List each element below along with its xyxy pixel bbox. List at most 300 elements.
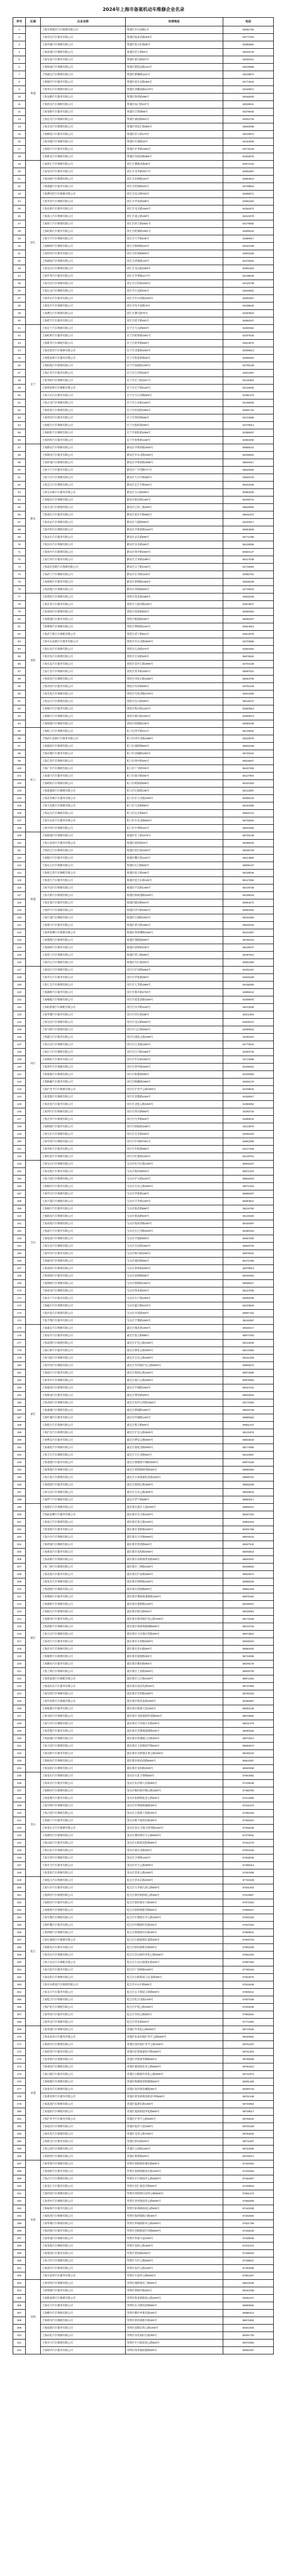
cell-company-name: 上海宜川汽车修理有限公司: [41, 698, 126, 705]
cell-company-name: 上海城市汽车服务有限公司: [41, 79, 126, 86]
table-row: [13, 1855, 274, 1862]
cell-phone: 64855216: [223, 228, 274, 235]
table-row: [13, 1444, 274, 1452]
cell-seq: 271: [13, 2041, 26, 2049]
cell-phone: 65436018: [223, 892, 274, 899]
table-row: [13, 1922, 274, 1929]
table-row: [13, 2146, 274, 2153]
table-row: [13, 2280, 274, 2287]
cell-phone: 59528643: [223, 1489, 274, 1496]
cell-phone: 52825106: [223, 593, 274, 601]
table-row: [13, 571, 274, 579]
table-row: [13, 668, 274, 676]
table-row: [13, 138, 274, 146]
cell-address: 黄浦区西藏南路1276号: [126, 86, 223, 94]
cell-address: 奉贤区柘林镇南胡公路600号: [126, 2205, 223, 2213]
cell-seq: 245: [13, 1847, 26, 1855]
table-row: [13, 1384, 274, 1392]
table-row: [13, 907, 274, 914]
table-row: [13, 1235, 274, 1243]
cell-address: 浦东新区祝桥镇航城路800号: [126, 1623, 223, 1631]
cell-address: 徐汇区宜山路700号: [126, 191, 223, 198]
cell-seq: 17: [13, 146, 26, 153]
cell-phone: 52846073: [223, 713, 274, 720]
cell-seq: 214: [13, 1616, 26, 1623]
cell-seq: 20: [13, 168, 26, 176]
cell-company-name: 上海大连路汽车维修有限公司: [41, 802, 126, 810]
cell-phone: 50628319: [223, 1638, 274, 1646]
cell-company-name: 上海安亭汽车服务有限公司: [41, 1332, 126, 1340]
table-row: [13, 862, 274, 870]
cell-seq: 209: [13, 1578, 26, 1586]
cell-seq: 147: [13, 1116, 26, 1123]
cell-seq: 273: [13, 2056, 26, 2063]
cell-phone: 63775128: [223, 146, 274, 153]
cell-phone: 64871032: [223, 161, 274, 168]
cell-address: 闵行区浦星公路1969号: [126, 1034, 223, 1041]
cell-seq: 198: [13, 1496, 26, 1504]
cell-seq: 37: [13, 295, 26, 302]
cell-company-name: 上海柘林汽车服务有限公司: [41, 2205, 126, 2213]
cell-phone: 69989254: [223, 1414, 274, 1422]
table-row: [13, 1556, 274, 1564]
cell-phone: 64360852: [223, 1101, 274, 1108]
table-row: [13, 198, 274, 205]
cell-seq: 291: [13, 2190, 26, 2198]
table-row: [13, 728, 274, 735]
cell-phone: 57928045: [223, 1855, 274, 1862]
cell-phone: 62716094: [223, 564, 274, 571]
cell-seq: 63: [13, 489, 26, 496]
table-row: [13, 123, 274, 131]
table-row: [13, 288, 274, 295]
cell-company-name: 上海海湾汽车维修有限公司: [41, 2213, 126, 2220]
table-row: [13, 347, 274, 355]
table-row: [13, 541, 274, 549]
cell-seq: 290: [13, 2183, 26, 2190]
cell-company-name: 上海车站北汽车服务有限公司: [41, 817, 126, 825]
cell-seq: 61: [13, 474, 26, 482]
cell-phone: 34712598: [223, 1056, 274, 1064]
cell-phone: 64081629: [223, 1131, 274, 1138]
cell-seq: 270: [13, 2034, 26, 2041]
cell-address: 金山区朱泾镇人民路800号: [126, 1780, 223, 1787]
cell-seq: 97: [13, 743, 26, 750]
table-row: [13, 2228, 274, 2235]
cell-district: 长宁: [26, 325, 41, 444]
cell-phone: 65407392: [223, 765, 274, 773]
cell-phone: 64709823: [223, 183, 274, 191]
cell-seq: 156: [13, 1183, 26, 1190]
cell-seq: 240: [13, 1810, 26, 1817]
cell-company-name: 上海横沙汽车维修有限公司: [41, 2310, 126, 2317]
cell-address: 虹口区中州路102号: [126, 825, 223, 832]
cell-seq: 74: [13, 571, 26, 579]
cell-company-name: 上海闵行汽车维修有限公司: [41, 967, 126, 974]
cell-seq: 206: [13, 1556, 26, 1564]
cell-company-name: 上海宏达汽车维修有限公司: [41, 116, 126, 123]
cell-phone: 50801943: [223, 1519, 274, 1526]
header-address: 经营地址: [126, 18, 223, 26]
cell-seq: 102: [13, 780, 26, 787]
cell-seq: 128: [13, 974, 26, 981]
cell-address: 浦东新区东靖路2000号: [126, 1638, 223, 1646]
cell-phone: 59973580: [223, 1370, 274, 1377]
cell-seq: 93: [13, 713, 26, 720]
table-row: [13, 1511, 274, 1519]
cell-company-name: 上海南翔汽车修理有限公司: [41, 1340, 126, 1347]
cell-address: 虹口区车站北路600号: [126, 817, 223, 825]
cell-phone: 57462938: [223, 2265, 274, 2272]
cell-address: 徐汇区桂林路402号: [126, 183, 223, 191]
cell-company-name: 上海百色汽车维修有限公司: [41, 280, 126, 288]
cell-address: 闵行区银都路388号: [126, 1071, 223, 1078]
cell-company-name: 上海虹梅汽车服务有限公司: [41, 228, 126, 235]
table-row: [13, 1578, 274, 1586]
cell-seq: 242: [13, 1825, 26, 1832]
cell-company-name: 上海青村汽车修配有限公司: [41, 2198, 126, 2205]
cell-district: 宝山: [26, 1161, 41, 1325]
cell-address: 崇明区庙镇宏海公路1000号: [126, 2325, 223, 2332]
cell-seq: 200: [13, 1511, 26, 1519]
cell-seq: 165: [13, 1250, 26, 1258]
cell-phone: 65424386: [223, 802, 274, 810]
cell-phone: 58737903: [223, 1683, 274, 1690]
cell-address: 浦东新区万祥镇万宏路200号: [126, 1720, 223, 1728]
table-row: [13, 2265, 274, 2272]
cell-address: 金山区卫零路1200号: [126, 1855, 223, 1862]
cell-phone: 58104726: [223, 1623, 274, 1631]
cell-address: 杨浦区内江路200号: [126, 959, 223, 967]
cell-seq: 108: [13, 825, 26, 832]
table-row: [13, 937, 274, 944]
cell-company-name: 上海奉贤汽车维修有限公司: [41, 2160, 126, 2168]
cell-seq: 142: [13, 1078, 26, 1086]
cell-phone: 59790658: [223, 2056, 274, 2063]
cell-phone: 62116845: [223, 385, 274, 392]
table-row: [13, 86, 274, 94]
cell-phone: 56840127: [223, 549, 274, 556]
cell-seq: 164: [13, 1243, 26, 1250]
cell-address: 普陀区武宁路501号: [126, 631, 223, 638]
table-row: [13, 1198, 274, 1205]
cell-company-name: 上海南浦汽车修配有限公司: [41, 49, 126, 56]
cell-company-name: 上海丰庄汽车修配有限公司: [41, 1452, 126, 1459]
cell-address: 宝山区长江西路2000号: [126, 1228, 223, 1235]
cell-phone: 54408261: [223, 1064, 274, 1071]
cell-company-name: 上海水产汽车服务有限公司: [41, 1295, 126, 1302]
table-row: [13, 1273, 274, 1280]
cell-company-name: 上海金山卫汽车维修有限公司: [41, 1825, 126, 1832]
cell-address: 浦东新区龙阳路2000号: [126, 1765, 223, 1772]
cell-address: 浦东新区杨高南路5000号: [126, 1758, 223, 1765]
cell-company-name: 上海淞虹汽车修配有限公司: [41, 429, 126, 437]
table-row: [13, 1772, 274, 1780]
cell-seq: 246: [13, 1855, 26, 1862]
cell-address: 静安区共和新路3088号: [126, 459, 223, 467]
cell-phone: 63281752: [223, 26, 274, 34]
cell-seq: 268: [13, 2019, 26, 2026]
table-row: [13, 1996, 274, 2004]
table-row: [13, 2183, 274, 2190]
table-row: [13, 1959, 274, 1966]
cell-seq: 144: [13, 1093, 26, 1101]
table-row: [13, 489, 274, 496]
cell-company-name: 上海潍坊汽车服务有限公司: [41, 1661, 126, 1668]
cell-seq: 149: [13, 1131, 26, 1138]
cell-phone: 63350681: [223, 41, 274, 49]
cell-district: 虹口: [26, 728, 41, 832]
cell-address: 虹口区大连路950号: [126, 802, 223, 810]
cell-phone: 56150462: [223, 1273, 274, 1280]
table-row: [13, 228, 274, 235]
cell-phone: 64198350: [223, 981, 274, 989]
cell-phone: 62219761: [223, 1153, 274, 1161]
cell-address: 松江区新浜镇新乐路500号: [126, 1944, 223, 1952]
cell-phone: 34293716: [223, 1108, 274, 1116]
cell-seq: 235: [13, 1772, 26, 1780]
table-row: [13, 1399, 274, 1407]
table-row: [13, 2078, 274, 2086]
table-row: [13, 49, 274, 56]
cell-address: 崇明区堡镇中路300号: [126, 2287, 223, 2295]
table-row: [13, 414, 274, 422]
table-row: [13, 2116, 274, 2123]
cell-company-name: 上海沪青平汽车维修有限公司: [41, 1086, 126, 1093]
cell-phone: 56620584: [223, 467, 274, 474]
cell-seq: 65: [13, 504, 26, 511]
cell-seq: 106: [13, 810, 26, 817]
table-row: [13, 1825, 274, 1832]
cell-seq: 167: [13, 1265, 26, 1273]
cell-phone: 57402816: [223, 2183, 274, 2190]
cell-address: 徐汇区田林路192号: [126, 176, 223, 183]
cell-address: 嘉定区胜辛路600号: [126, 1422, 223, 1429]
cell-seq: 54: [13, 422, 26, 429]
cell-company-name: 上海嘉松汽车维修有限公司: [41, 1444, 126, 1452]
table-row: [13, 2272, 274, 2280]
table-row: [13, 2071, 274, 2078]
cell-seq: 287: [13, 2160, 26, 2168]
cell-address: 闵行区龙吴路5500号: [126, 1019, 223, 1026]
cell-phone: 59595761: [223, 1474, 274, 1481]
cell-seq: 138: [13, 1049, 26, 1056]
cell-seq: 68: [13, 526, 26, 534]
cell-seq: 284: [13, 2138, 26, 2146]
cell-phone: 64505372: [223, 1019, 274, 1026]
table-row: [13, 1832, 274, 1840]
cell-company-name: 上海光华汽车修理有限公司: [41, 1116, 126, 1123]
cell-phone: 59251496: [223, 2078, 274, 2086]
cell-phone: 57554107: [223, 2272, 274, 2280]
cell-address: 静安区江宁路1200号: [126, 564, 223, 571]
cell-address: 金山区亭卫公路3000号: [126, 1862, 223, 1869]
cell-seq: 50: [13, 392, 26, 399]
cell-address: 闵行区友东路358号: [126, 1131, 223, 1138]
cell-address: 普陀区桃浦路458号: [126, 616, 223, 623]
table-row: [13, 1608, 274, 1616]
cell-address: 长宁区江苏路458号: [126, 370, 223, 377]
cell-phone: 58231479: [223, 1720, 274, 1728]
table-row: [13, 2063, 274, 2071]
cell-address: 普陀区曹杨路1040号: [126, 623, 223, 631]
table-row: [13, 205, 274, 213]
table-row: [13, 952, 274, 959]
cell-seq: 7: [13, 71, 26, 79]
cell-company-name: 上海西渡汽车服务有限公司: [41, 2228, 126, 2235]
cell-seq: 104: [13, 795, 26, 802]
cell-phone: 58826730: [223, 1668, 274, 1675]
cell-phone: 50301768: [223, 1526, 274, 1534]
cell-phone: 57355793: [223, 1787, 274, 1795]
cell-company-name: 上海川南奉汽车服务有限公司: [41, 2272, 126, 2280]
cell-phone: 64682307: [223, 295, 274, 302]
cell-phone: 56321845: [223, 482, 274, 489]
enterprise-table: [13, 17, 274, 2354]
cell-phone: 65805137: [223, 862, 274, 870]
cell-seq: 88: [13, 676, 26, 683]
cell-company-name: 上海惠南汽车服务有限公司: [41, 1549, 126, 1556]
cell-seq: 100: [13, 765, 26, 773]
cell-address: 奉贤区海湾镇海兴路300号: [126, 2213, 223, 2220]
cell-company-name: 上海叶榭汽车服务有限公司: [41, 1922, 126, 1929]
cell-phone: 64858271: [223, 191, 274, 198]
cell-address: 青浦区胜利路400号: [126, 2153, 223, 2160]
cell-company-name: 上海合庆汽车修配有限公司: [41, 1631, 126, 1638]
table-row: [13, 2041, 274, 2049]
cell-seq: 137: [13, 1041, 26, 1049]
cell-phone: 52912078: [223, 631, 274, 638]
cell-seq: 52: [13, 407, 26, 414]
cell-seq: 76: [13, 586, 26, 593]
cell-seq: 29: [13, 235, 26, 243]
cell-phone: 65982034: [223, 907, 274, 914]
cell-company-name: 上海剑川汽车维修有限公司: [41, 1108, 126, 1116]
cell-address: 浦东新区南祝路2000号: [126, 1549, 223, 1556]
cell-seq: 220: [13, 1661, 26, 1668]
cell-company-name: 上海淞南汽车维修有限公司: [41, 1213, 126, 1220]
table-row: [13, 422, 274, 429]
cell-company-name: 上海瑞丰汽车服务有限公司: [41, 146, 126, 153]
cell-phone: 63302576: [223, 153, 274, 161]
cell-seq: 66: [13, 511, 26, 519]
table-row: [13, 191, 274, 198]
cell-address: 浦东新区沪南路2600号: [126, 1571, 223, 1578]
cell-company-name: 上海奉城汽车修理有限公司: [41, 2220, 126, 2228]
cell-company-name: 上海市黄浦区汽车修理有限公司: [41, 26, 126, 34]
cell-company-name: 上海华新汽车维修有限公司: [41, 2056, 126, 2063]
cell-phone: 62211094: [223, 1011, 274, 1019]
cell-phone: 66867154: [223, 1310, 274, 1317]
cell-company-name: 上海金山汽车维修有限公司: [41, 1772, 126, 1780]
cell-phone: 57286314: [223, 1862, 274, 1869]
cell-seq: 129: [13, 981, 26, 989]
table-row: [13, 2287, 274, 2295]
table-row: [13, 1668, 274, 1675]
cell-seq: 285: [13, 2146, 26, 2153]
cell-phone: 64012638: [223, 1004, 274, 1011]
cell-address: 松江区沪松公路1500号: [126, 2004, 223, 2011]
cell-address: 奉贤区庄行镇南亭公路3000号: [126, 2175, 223, 2183]
cell-phone: 64832105: [223, 250, 274, 258]
cell-address: 虹口区场中路200号: [126, 758, 223, 765]
cell-phone: 65487612: [223, 952, 274, 959]
table-row: [13, 2019, 274, 2026]
cell-company-name: 上海新江湾汽车修配有限公司: [41, 870, 126, 877]
cell-phone: 59151308: [223, 1355, 274, 1362]
cell-company-name: 上海浦江汽车服务有限公司: [41, 1034, 126, 1041]
cell-seq: 16: [13, 138, 26, 146]
cell-phone: 59503620: [223, 1437, 274, 1444]
table-row: [13, 713, 274, 720]
cell-seq: 46: [13, 362, 26, 370]
cell-address: 浦东新区川沙路5000号: [126, 1534, 223, 1541]
table-row: [13, 1407, 274, 1414]
cell-seq: 48: [13, 377, 26, 385]
cell-phone: 69612035: [223, 2280, 274, 2287]
cell-address: 徐汇区中山西路2020号: [126, 295, 223, 302]
cell-seq: 282: [13, 2123, 26, 2131]
cell-seq: 112: [13, 855, 26, 862]
cell-phone: 65359120: [223, 795, 274, 802]
cell-address: 嘉定区曹安公路5500号: [126, 1437, 223, 1444]
cell-address: 杨浦区黄兴路1800号: [126, 922, 223, 929]
cell-seq: 143: [13, 1086, 26, 1093]
cell-company-name: 上海崇明汽车维修有限公司: [41, 2280, 126, 2287]
cell-company-name: 上海奉浦汽车维修有限公司: [41, 2235, 126, 2243]
cell-address: 静安区新闸路1608号: [126, 579, 223, 586]
cell-address: 金山区亭林镇林盛路300号: [126, 1802, 223, 1810]
cell-company-name: 上海三林汽车修理有限公司: [41, 1564, 126, 1571]
cell-seq: 192: [13, 1452, 26, 1459]
cell-seq: 53: [13, 414, 26, 422]
cell-company-name: 上海大宁汽车服务有限公司: [41, 467, 126, 474]
cell-company-name: 上海金桥汽车服务有限公司: [41, 1526, 126, 1534]
cell-address: 徐汇区百色路1000号: [126, 280, 223, 288]
cell-district: 金山: [26, 1772, 41, 1877]
cell-phone: 63777015: [223, 34, 274, 41]
cell-phone: 57160492: [223, 2213, 274, 2220]
table-row: [13, 1205, 274, 1213]
cell-address: 徐汇区龙华路2577号: [126, 168, 223, 176]
cell-phone: 57943062: [223, 1772, 274, 1780]
cell-phone: 57438621: [223, 2257, 274, 2265]
cell-company-name: 上海哈密汽车修理有限公司: [41, 407, 126, 414]
cell-company-name: 上海金桥汽车服务有限公司: [41, 108, 126, 116]
cell-company-name: 上海周家渡汽车修配有限公司: [41, 1675, 126, 1683]
cell-address: 杨浦区杨树浦路2200号: [126, 892, 223, 899]
cell-phone: 65503168: [223, 743, 274, 750]
cell-phone: 56598317: [223, 1280, 274, 1287]
cell-phone: 63028641: [223, 101, 274, 108]
cell-phone: 62388457: [223, 429, 274, 437]
cell-seq: 233: [13, 1758, 26, 1765]
cell-phone: 59526738: [223, 1407, 274, 1414]
cell-phone: 64154830: [223, 138, 274, 146]
cell-company-name: 上海万祥汽车修配有限公司: [41, 1720, 126, 1728]
cell-phone: 57805312: [223, 1989, 274, 1996]
cell-phone: 65412597: [223, 787, 274, 795]
cell-phone: 59702169: [223, 2123, 274, 2131]
cell-address: 嘉定区澄浏公路4000号: [126, 1481, 223, 1489]
cell-seq: 103: [13, 787, 26, 795]
cell-address: 静安区场中路2500号: [126, 549, 223, 556]
cell-address: 虹口区欧阳路568号: [126, 780, 223, 787]
cell-company-name: 上海娄塘汽车服务有限公司: [41, 1459, 126, 1467]
table-row: [13, 750, 274, 758]
cell-phone: 62742568: [223, 414, 274, 422]
cell-seq: 186: [13, 1407, 26, 1414]
